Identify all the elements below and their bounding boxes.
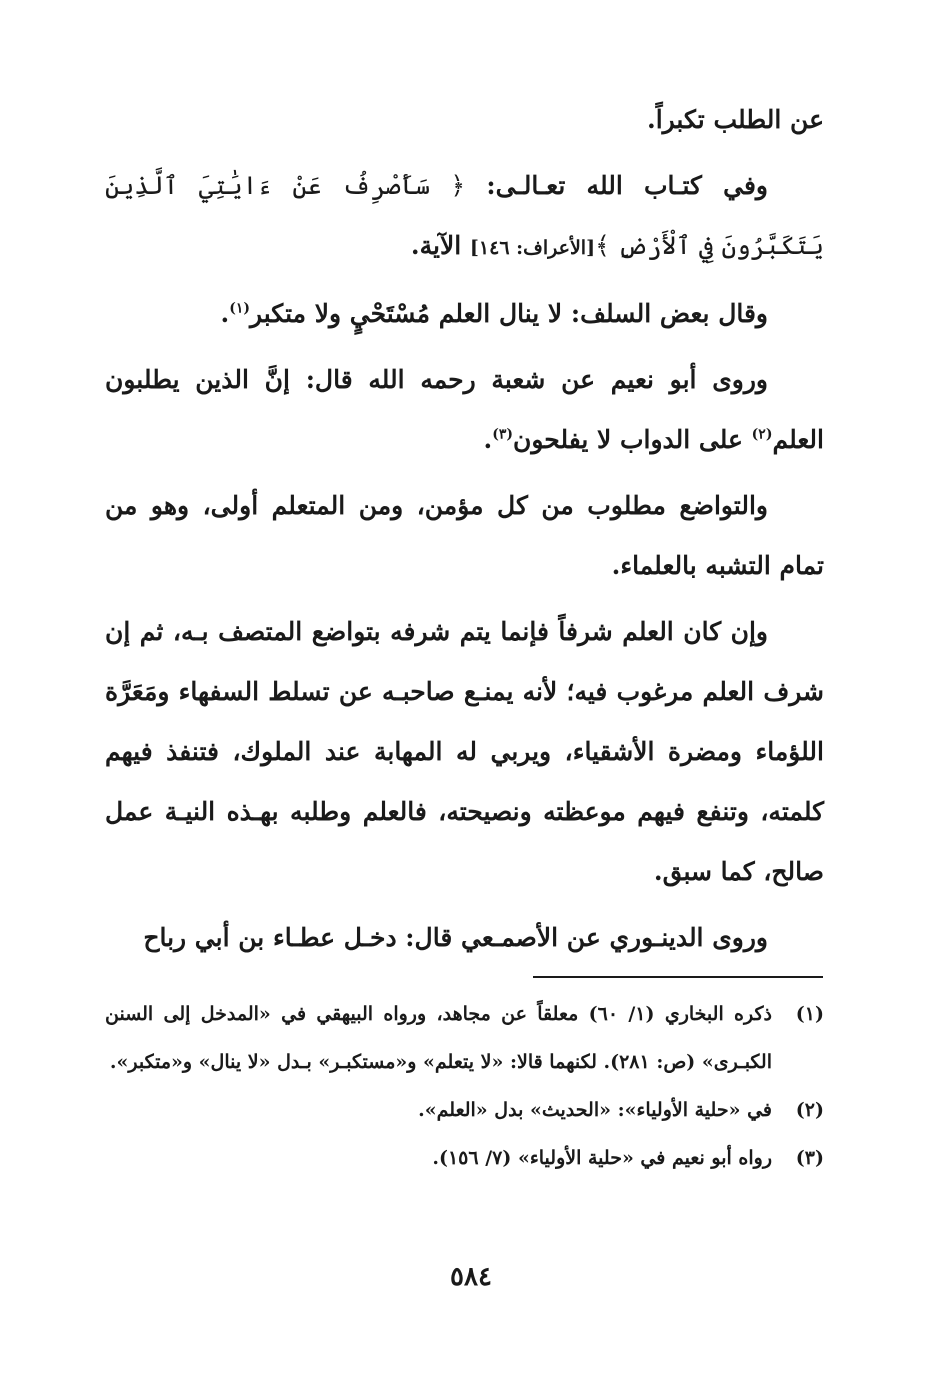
paragraph-4-text: وروى أبو نعيم عن شعبة رحمه الله قال: إنَّ الذين يطلبون العلم (105, 365, 824, 454)
footnote-text: في «حلية الأولياء»: «الحديث» بدل «العلم». (418, 1099, 772, 1121)
paragraph-2 (105, 156, 824, 278)
footnote-ref-3[interactable]: (٣) (492, 426, 514, 443)
paragraph-4 (105, 350, 824, 470)
footnote-2 (105, 1086, 824, 1134)
paragraph-2-intro: وفي كتـاب الله تعـالـى: (486, 171, 768, 200)
paragraph-3-end: . (220, 299, 230, 328)
paragraph-6-text: وإن كان العلم شرفاً فإنما يتم شرفه بتواضع المتصف بـه، ثم إن شرف العلم مرغوب فيه؛ لأنه يمنـع صاحبـه عن تسلط السفهاء ومَعَرَّة اللؤماء ومضرة الأشقياء، ويربي له المهابة عند الملوك، فتنفذ فيهم كلمته، وتنفع فيهم موعظته ونصيحته، فالعلم وطلبه بهـذه النيـة عمل صالح، كما سبق. (105, 617, 824, 886)
paragraph-1-text: عن الطلب تكبراً. (646, 105, 824, 134)
footnote-3 (105, 1134, 824, 1182)
paragraph-3-text: وقال بعض السلف: لا ينال العلم مُسْتَحْيٍ ولا متكبر (249, 299, 768, 328)
footnote-1 (105, 990, 824, 1086)
footnote-ref-1[interactable]: (١) (229, 300, 250, 317)
footnote-divider (533, 976, 823, 978)
paragraph-7-text: وروى الدينـوري عن الأصمـعي قال: دخـل عطـاء بن أبي رباح (143, 923, 768, 952)
footnote-number: (١) (795, 1003, 824, 1025)
verse-citation: [الأعراف: ١٤٦] (469, 237, 596, 259)
paragraph-4-end: . (483, 425, 493, 454)
paragraph-3 (105, 284, 824, 344)
quran-verse: ﴿ سَأَصْرِفُ عَنْ ءَايَٰتِيَ ٱلَّذِينَ يَتَكَبَّرُونَ فِي ٱلْأَرْضِ ﴾ (105, 171, 824, 260)
paragraph-5-text: والتواضع مطلوب من كل مؤمن، ومن المتعلم أولى، وهو من تمام التشبه بالعلماء. (105, 491, 824, 580)
paragraph-6 (105, 602, 824, 902)
paragraph-7 (105, 908, 824, 968)
footnote-text: رواه أبو نعيم في «حلية الأولياء» (٧/ ١٥٦). (432, 1147, 772, 1169)
paragraph-5 (105, 476, 824, 596)
footnote-number: (٣) (795, 1147, 824, 1169)
paragraph-1 (105, 90, 824, 150)
paragraph-4-mid: على الدواب لا يفلحون (513, 425, 752, 454)
main-text (105, 90, 824, 974)
page-number: ٥٨٤ (450, 1262, 492, 1292)
footnote-text: ذكره البخاري (١/ ٦٠) معلقاً عن مجاهد، ورواه البيهقي في «المدخل إلى السنن الكبـرى» (ص: ٢٨١). لكنهما قالا: «لا يتعلم» و«مستكبـر» بـدل «لا ينال» و«متكبر». (105, 1003, 772, 1073)
footnotes (105, 990, 824, 1182)
footnote-ref-2[interactable]: (٢) (751, 426, 773, 443)
paragraph-2-end: الآية. (410, 231, 462, 260)
footnote-number: (٢) (795, 1099, 824, 1121)
